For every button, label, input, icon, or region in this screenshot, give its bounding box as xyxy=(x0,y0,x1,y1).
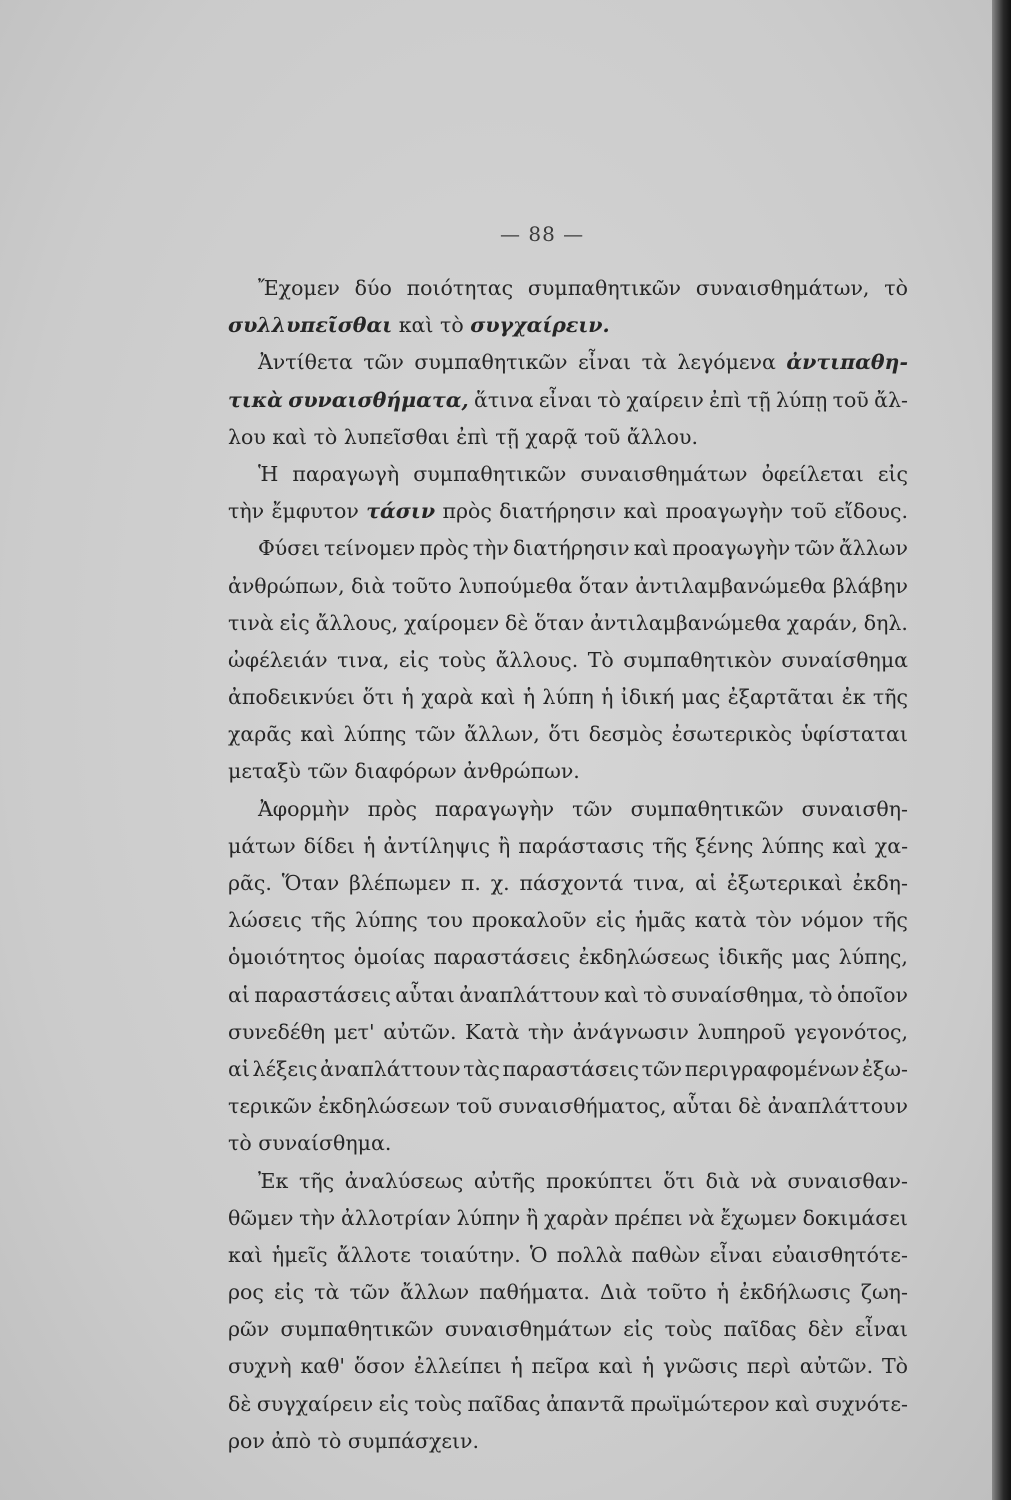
word: αὐτῆς xyxy=(473,1168,536,1193)
word: ἐκδηλώσεως xyxy=(578,945,710,970)
word: κατὰ xyxy=(694,908,747,933)
text-line xyxy=(228,568,908,605)
word: εἰς xyxy=(623,1317,654,1342)
word: ἄλλων xyxy=(838,536,908,561)
word: χαρᾷ xyxy=(525,424,578,449)
word: τὸ xyxy=(439,313,464,338)
page-edge-shadow xyxy=(992,0,1011,1500)
word: Κατὰ xyxy=(465,1019,520,1044)
word: συμπαθητικῶν xyxy=(630,796,784,821)
text-line xyxy=(228,382,908,419)
word: τῶν xyxy=(794,536,835,561)
word: ὅτι xyxy=(548,722,581,747)
word: συναίσθημα. xyxy=(258,1131,392,1156)
word: εἰς xyxy=(877,461,908,486)
word: ἡμεῖς xyxy=(271,1242,328,1267)
word: εἰς xyxy=(398,647,429,672)
word: ἀλλοτρίαν xyxy=(340,1205,451,1230)
word: συναισθαν- xyxy=(787,1168,908,1193)
word: καὶ xyxy=(633,536,669,561)
word: τοὺς xyxy=(414,1391,462,1416)
word: συναισθημάτων xyxy=(444,1317,612,1342)
word: τοῦτο xyxy=(646,1280,707,1305)
word: ἄλλου. xyxy=(626,424,698,449)
word: δοκιμάσει xyxy=(802,1205,908,1230)
text-line xyxy=(228,642,908,679)
word: χαίρειν xyxy=(626,387,704,412)
word: λύπης xyxy=(354,908,418,933)
word: γεγονότος, xyxy=(794,1019,908,1044)
word: δίδει xyxy=(303,833,356,858)
word: ἡ xyxy=(641,1354,655,1379)
word: διατήρησιν xyxy=(499,499,616,524)
text-line xyxy=(228,530,908,567)
word: ὁμοιότητος xyxy=(228,945,346,970)
word: τινα, xyxy=(633,871,686,895)
word: συμπαθητικῶν xyxy=(280,1317,434,1342)
text-line xyxy=(228,679,908,716)
word: συναισθήματος, xyxy=(498,1094,667,1119)
word: γνῶσις xyxy=(663,1354,738,1379)
text-line xyxy=(228,1311,908,1348)
word: ἀποδεικνύει xyxy=(228,685,356,710)
word: συναισθη- xyxy=(801,796,908,821)
word: πρὸς xyxy=(367,796,417,821)
word: δὲ xyxy=(738,1094,762,1119)
word: λέξεις xyxy=(252,1056,318,1081)
word: παράστασις xyxy=(518,833,645,858)
text-line xyxy=(228,307,908,344)
word: ἀπαντᾶ xyxy=(546,1391,625,1416)
text-line xyxy=(228,1163,908,1200)
text-line xyxy=(228,493,908,530)
word: ἐπὶ xyxy=(456,424,489,449)
word: βλέπωμεν xyxy=(349,871,452,895)
word: τῶν xyxy=(415,722,456,747)
word: δηλ. xyxy=(863,610,908,635)
word: ἐκδη- xyxy=(852,871,908,895)
word: τῶν xyxy=(363,350,404,375)
word: τοὺς xyxy=(664,1317,713,1342)
word: τερικῶν xyxy=(228,1094,313,1119)
word: ἐλλείπει xyxy=(413,1354,502,1379)
word: παῖδας xyxy=(467,1391,541,1416)
text-line xyxy=(228,605,908,642)
word: λύπῃ xyxy=(776,387,828,412)
emphasized-word: τικὰ xyxy=(228,387,283,412)
word: συμπαθητικῶν xyxy=(413,461,567,486)
word: λυπηροῦ xyxy=(697,1019,786,1044)
word: συναισθημάτων, xyxy=(695,276,870,300)
word: πρὸς xyxy=(442,499,492,524)
word: διαφόρων xyxy=(354,759,457,784)
word: του xyxy=(426,908,463,933)
word: τὸ xyxy=(228,1131,252,1156)
word: ἀπὸ xyxy=(271,1428,312,1453)
text-line xyxy=(228,939,908,976)
word: τὴν xyxy=(299,1205,336,1230)
word: Ὁ xyxy=(529,1242,548,1267)
word: εὐαισθητότε- xyxy=(771,1242,908,1267)
word: Ἐκ xyxy=(258,1168,289,1193)
word: τῶν xyxy=(572,796,613,821)
text-line xyxy=(228,419,908,456)
word: ρᾶς. xyxy=(228,871,272,895)
word: τῶν xyxy=(641,1056,683,1081)
word: εἰς xyxy=(279,610,310,635)
word: τοῦ xyxy=(790,499,827,524)
word: καὶ xyxy=(398,313,434,338)
word: τὸ xyxy=(597,387,621,412)
word: διὰ xyxy=(705,1168,740,1193)
text-line xyxy=(228,1423,908,1460)
word: τῆς xyxy=(298,1168,335,1193)
word: καὶ xyxy=(623,499,659,524)
word: τὸ xyxy=(643,982,667,1007)
text-line xyxy=(228,828,908,865)
word: νὰ xyxy=(688,1205,715,1230)
word: τὸ xyxy=(808,982,833,1007)
word: καὶ xyxy=(480,685,516,710)
word: Διὰ xyxy=(600,1280,637,1305)
word: ὅσον xyxy=(353,1354,406,1379)
word: τὴν xyxy=(472,536,509,561)
word: δὲν xyxy=(807,1317,844,1342)
text-line xyxy=(228,791,908,828)
word: ρον xyxy=(228,1428,265,1453)
word: θῶμεν xyxy=(228,1205,294,1230)
word: ὅτι xyxy=(663,1168,695,1193)
emphasized-word: τάσιν xyxy=(366,499,436,524)
word: αὐτῶν. xyxy=(799,1354,874,1379)
word: χαράν, xyxy=(786,610,858,635)
word: ἐκ xyxy=(841,685,866,710)
word: εἶναι xyxy=(538,387,592,412)
word: συμπαθητικὸν xyxy=(623,647,772,672)
word: καὶ xyxy=(272,424,308,449)
word: ὀφείλεται xyxy=(761,461,864,486)
word: παραστάσεις xyxy=(433,945,571,970)
word: νόμον xyxy=(800,908,864,933)
word: τὴν xyxy=(528,1019,565,1044)
word: ἰδικῆς xyxy=(718,945,784,970)
word: περὶ xyxy=(746,1354,791,1379)
word: Ἡ xyxy=(258,461,279,486)
emphasized-word: συλλυπεῖσθαι xyxy=(228,313,393,338)
word: μεταξὺ xyxy=(228,759,301,784)
word: ζωη- xyxy=(860,1280,908,1305)
word: ἐξωτερικαὶ xyxy=(726,871,843,895)
word: τινα, xyxy=(337,647,390,672)
word: εἰς xyxy=(378,1391,409,1416)
word: αἱ xyxy=(695,871,718,895)
word: ἢ xyxy=(497,833,511,858)
text-line xyxy=(228,902,908,939)
word: ὁποῖον xyxy=(836,982,908,1007)
word: αὗται xyxy=(395,982,455,1007)
word: χ. xyxy=(490,871,510,895)
word: ἀνάγνωσιν xyxy=(572,1019,689,1044)
word: τὸ xyxy=(317,1428,342,1453)
word: παραστάσεις xyxy=(254,982,391,1007)
word: Ἔχομεν xyxy=(258,276,340,300)
word: αἱ xyxy=(228,1056,250,1081)
word: προκαλοῦν xyxy=(471,908,587,933)
word: ἢ xyxy=(525,1205,539,1230)
word: ἐξω- xyxy=(861,1056,908,1081)
word: μας xyxy=(791,945,831,970)
word: συχνὴ xyxy=(228,1354,292,1379)
word: Ὅταν xyxy=(281,871,340,895)
word: ἀντιλαμβανώμεθα xyxy=(635,573,827,598)
word: τῇ xyxy=(495,424,519,449)
word: ἄλλων, xyxy=(464,722,540,747)
word: χα- xyxy=(874,833,908,858)
word: τὰς xyxy=(463,1056,500,1081)
word: ἄλλους, xyxy=(315,610,399,635)
word: εἰς xyxy=(595,908,626,933)
word: καθ' xyxy=(300,1354,346,1379)
text-line xyxy=(228,456,908,493)
text-line xyxy=(228,1237,908,1274)
word: ἐσωτερικὸς xyxy=(671,722,792,747)
word: ἐπὶ xyxy=(709,387,742,412)
word: διατήρησιν xyxy=(512,536,630,561)
body-text xyxy=(228,270,908,1460)
word: Τὸ xyxy=(881,1354,908,1379)
word: ἀντίληψις xyxy=(383,833,490,858)
word: μας xyxy=(681,685,721,710)
word: ἐξαρτᾶται xyxy=(727,685,835,710)
word: διὰ xyxy=(351,573,386,598)
word: δύο xyxy=(354,276,392,300)
word: τῶν xyxy=(349,1280,390,1305)
word: ἄλ- xyxy=(874,387,908,412)
word: δὲ xyxy=(505,610,529,635)
word: λύπης xyxy=(343,722,407,747)
word: λου xyxy=(228,424,266,449)
word: ποιότητας xyxy=(406,276,514,300)
word: Τὸ xyxy=(587,647,614,672)
word: ὅταν xyxy=(534,610,585,635)
word: τῆς xyxy=(652,833,688,858)
text-line xyxy=(228,865,908,902)
word: χαρᾶς xyxy=(228,722,292,747)
word: προαγωγὴν xyxy=(665,499,784,524)
word: ἡ xyxy=(522,685,536,710)
word: συμπαθητικῶν xyxy=(414,350,568,375)
word: ἀνθρώπων. xyxy=(463,759,580,784)
word: τὴν xyxy=(228,499,265,524)
word: τείνομεν xyxy=(324,536,416,561)
word: εἴδους. xyxy=(834,499,908,524)
word: εἶναι xyxy=(578,350,632,375)
word: πρωϊμώτερον xyxy=(630,1391,770,1416)
word: παραστάσεις xyxy=(502,1056,639,1081)
emphasized-word: συγχαίρειν. xyxy=(470,313,610,338)
word: εἶναι xyxy=(854,1317,908,1342)
page-number: — 88 — xyxy=(500,222,585,246)
word: καὶ xyxy=(300,722,336,747)
word: ἄλλους. xyxy=(495,647,579,672)
word: ἔχωμεν xyxy=(720,1205,797,1230)
word: ἡ xyxy=(716,1280,730,1305)
word: τοῦ xyxy=(832,387,869,412)
word: αὐτῶν. xyxy=(383,1019,457,1044)
word: πολλὰ xyxy=(556,1242,623,1267)
word: ὠφέλειάν xyxy=(228,647,328,672)
emphasized-word: ἀντιπαθη- xyxy=(786,350,908,375)
word: καὶ xyxy=(228,1242,263,1267)
word: ρος xyxy=(228,1280,264,1305)
word: ἀντιλαμβανώμεθα xyxy=(590,610,781,635)
word: ἀνθρώπων, xyxy=(228,573,345,598)
word: λύπην xyxy=(456,1205,521,1230)
word: ἀναπλάττουν xyxy=(767,1094,908,1119)
word: παῖδας xyxy=(723,1317,797,1342)
word: τὸν xyxy=(755,908,792,933)
word: ἡ xyxy=(401,685,414,710)
word: τὰ xyxy=(641,350,667,375)
word: συναισθημάτων xyxy=(580,461,748,486)
word: πάσχοντά xyxy=(519,871,624,895)
word: καὶ xyxy=(598,1354,634,1379)
word: περιγραφομένων xyxy=(684,1056,860,1081)
word: λώσεις xyxy=(228,908,302,933)
word: ἄλλοτε xyxy=(336,1242,411,1267)
emphasized-word: συναισθήματα, xyxy=(288,387,469,412)
word: τοῦ xyxy=(456,1094,493,1119)
word: ἡ xyxy=(510,1354,523,1379)
word: τῆς xyxy=(872,685,908,710)
text-line xyxy=(228,716,908,753)
word: παραγωγὴν xyxy=(434,796,555,821)
word: ἐκδηλώσεων xyxy=(318,1094,451,1119)
word: λυπεῖσθαι xyxy=(343,424,450,449)
word: λύπης xyxy=(761,833,825,858)
text-line xyxy=(228,1125,908,1162)
word: τὰ xyxy=(314,1280,340,1305)
word: ἀναπλάττουν xyxy=(320,1056,461,1081)
word: παραγωγὴ xyxy=(292,461,400,486)
word: συναίσθημα xyxy=(781,647,908,672)
word: τὸ xyxy=(884,276,908,300)
word: τοῦ xyxy=(584,424,621,449)
text-line xyxy=(228,1088,908,1125)
text-line xyxy=(228,1014,908,1051)
word: τὸ xyxy=(313,424,338,449)
word: δὲ xyxy=(228,1391,252,1416)
word: συμπαθητικῶν xyxy=(527,276,682,300)
word: λύπη xyxy=(542,685,594,710)
word: τοῦτο xyxy=(391,573,452,598)
word: ἀναπλάττουν xyxy=(459,982,600,1007)
word: πεῖρα xyxy=(531,1354,590,1379)
word: ἡ xyxy=(601,685,614,710)
word: προκύπτει xyxy=(545,1168,653,1193)
word: καὶ xyxy=(775,1391,810,1416)
word: Φύσει xyxy=(258,536,320,561)
word: μάτων xyxy=(228,833,296,858)
word: συχνότε- xyxy=(815,1391,908,1416)
text-line xyxy=(228,270,908,307)
word: Ἀντίθετα xyxy=(258,350,353,375)
word: πρέπει xyxy=(614,1205,683,1230)
word: χαρὰν xyxy=(543,1205,609,1230)
word: χαίρομεν xyxy=(404,610,500,635)
text-line xyxy=(228,1348,908,1385)
word: παθήματα. xyxy=(479,1280,590,1305)
word: τῆς xyxy=(872,908,908,933)
word: τοιαύτην. xyxy=(420,1242,521,1267)
text-line xyxy=(228,344,908,381)
text-line xyxy=(228,1051,908,1088)
word: ρῶν xyxy=(228,1317,270,1342)
word: ὅταν xyxy=(578,573,629,598)
word: τῶν xyxy=(307,759,348,784)
text-line xyxy=(228,977,908,1014)
word: βλάβην xyxy=(832,573,908,598)
word: δεσμὸς xyxy=(588,722,663,747)
text-line xyxy=(228,753,908,790)
word: ὁμοίας xyxy=(353,945,426,970)
word: τῆς xyxy=(310,908,346,933)
word: Ἀφορμὴν xyxy=(258,796,350,821)
word: εἶναι xyxy=(709,1242,763,1267)
word: προαγωγὴν xyxy=(672,536,791,561)
word: συνεδέθη xyxy=(228,1019,326,1044)
word: τινὰ xyxy=(228,610,274,635)
word: λυπούμεθα xyxy=(458,573,573,598)
text-line xyxy=(228,1274,908,1311)
word: ὅτι xyxy=(362,685,395,710)
word: ἰδική xyxy=(620,685,675,710)
text-line xyxy=(228,1200,908,1237)
word: μετ' xyxy=(333,1019,375,1044)
word: ἄλλων xyxy=(400,1280,470,1305)
word: παθὼν xyxy=(631,1242,701,1267)
word: συναίσθημα, xyxy=(671,982,805,1007)
word: ἐκδήλωσις xyxy=(739,1280,851,1305)
word: ἡ xyxy=(363,833,376,858)
word: ἀναλύσεως xyxy=(344,1168,464,1193)
word: νὰ xyxy=(750,1168,777,1193)
word: ὑφίσταται xyxy=(800,722,908,747)
word: τῇ xyxy=(747,387,771,412)
word: π. xyxy=(460,871,481,895)
word: λεγόμενα xyxy=(677,350,776,375)
word: συμπάσχειν. xyxy=(347,1428,480,1453)
word: ἅτινα xyxy=(474,387,534,412)
word: τοὺς xyxy=(438,647,487,672)
word: χαρὰ xyxy=(421,685,474,710)
word: καὶ xyxy=(604,982,639,1007)
word: αἱ xyxy=(228,982,250,1007)
word: ξένης xyxy=(695,833,754,858)
word: ἡμᾶς xyxy=(634,908,686,933)
word: καὶ xyxy=(832,833,867,858)
word: εἰς xyxy=(273,1280,305,1305)
word: λύπης, xyxy=(838,945,908,970)
word: συγχαίρειν xyxy=(256,1391,374,1416)
word: ἔμφυτον xyxy=(271,499,359,524)
word: πρὸς xyxy=(419,536,469,561)
word: αὗται xyxy=(672,1094,733,1119)
text-line xyxy=(228,1386,908,1423)
